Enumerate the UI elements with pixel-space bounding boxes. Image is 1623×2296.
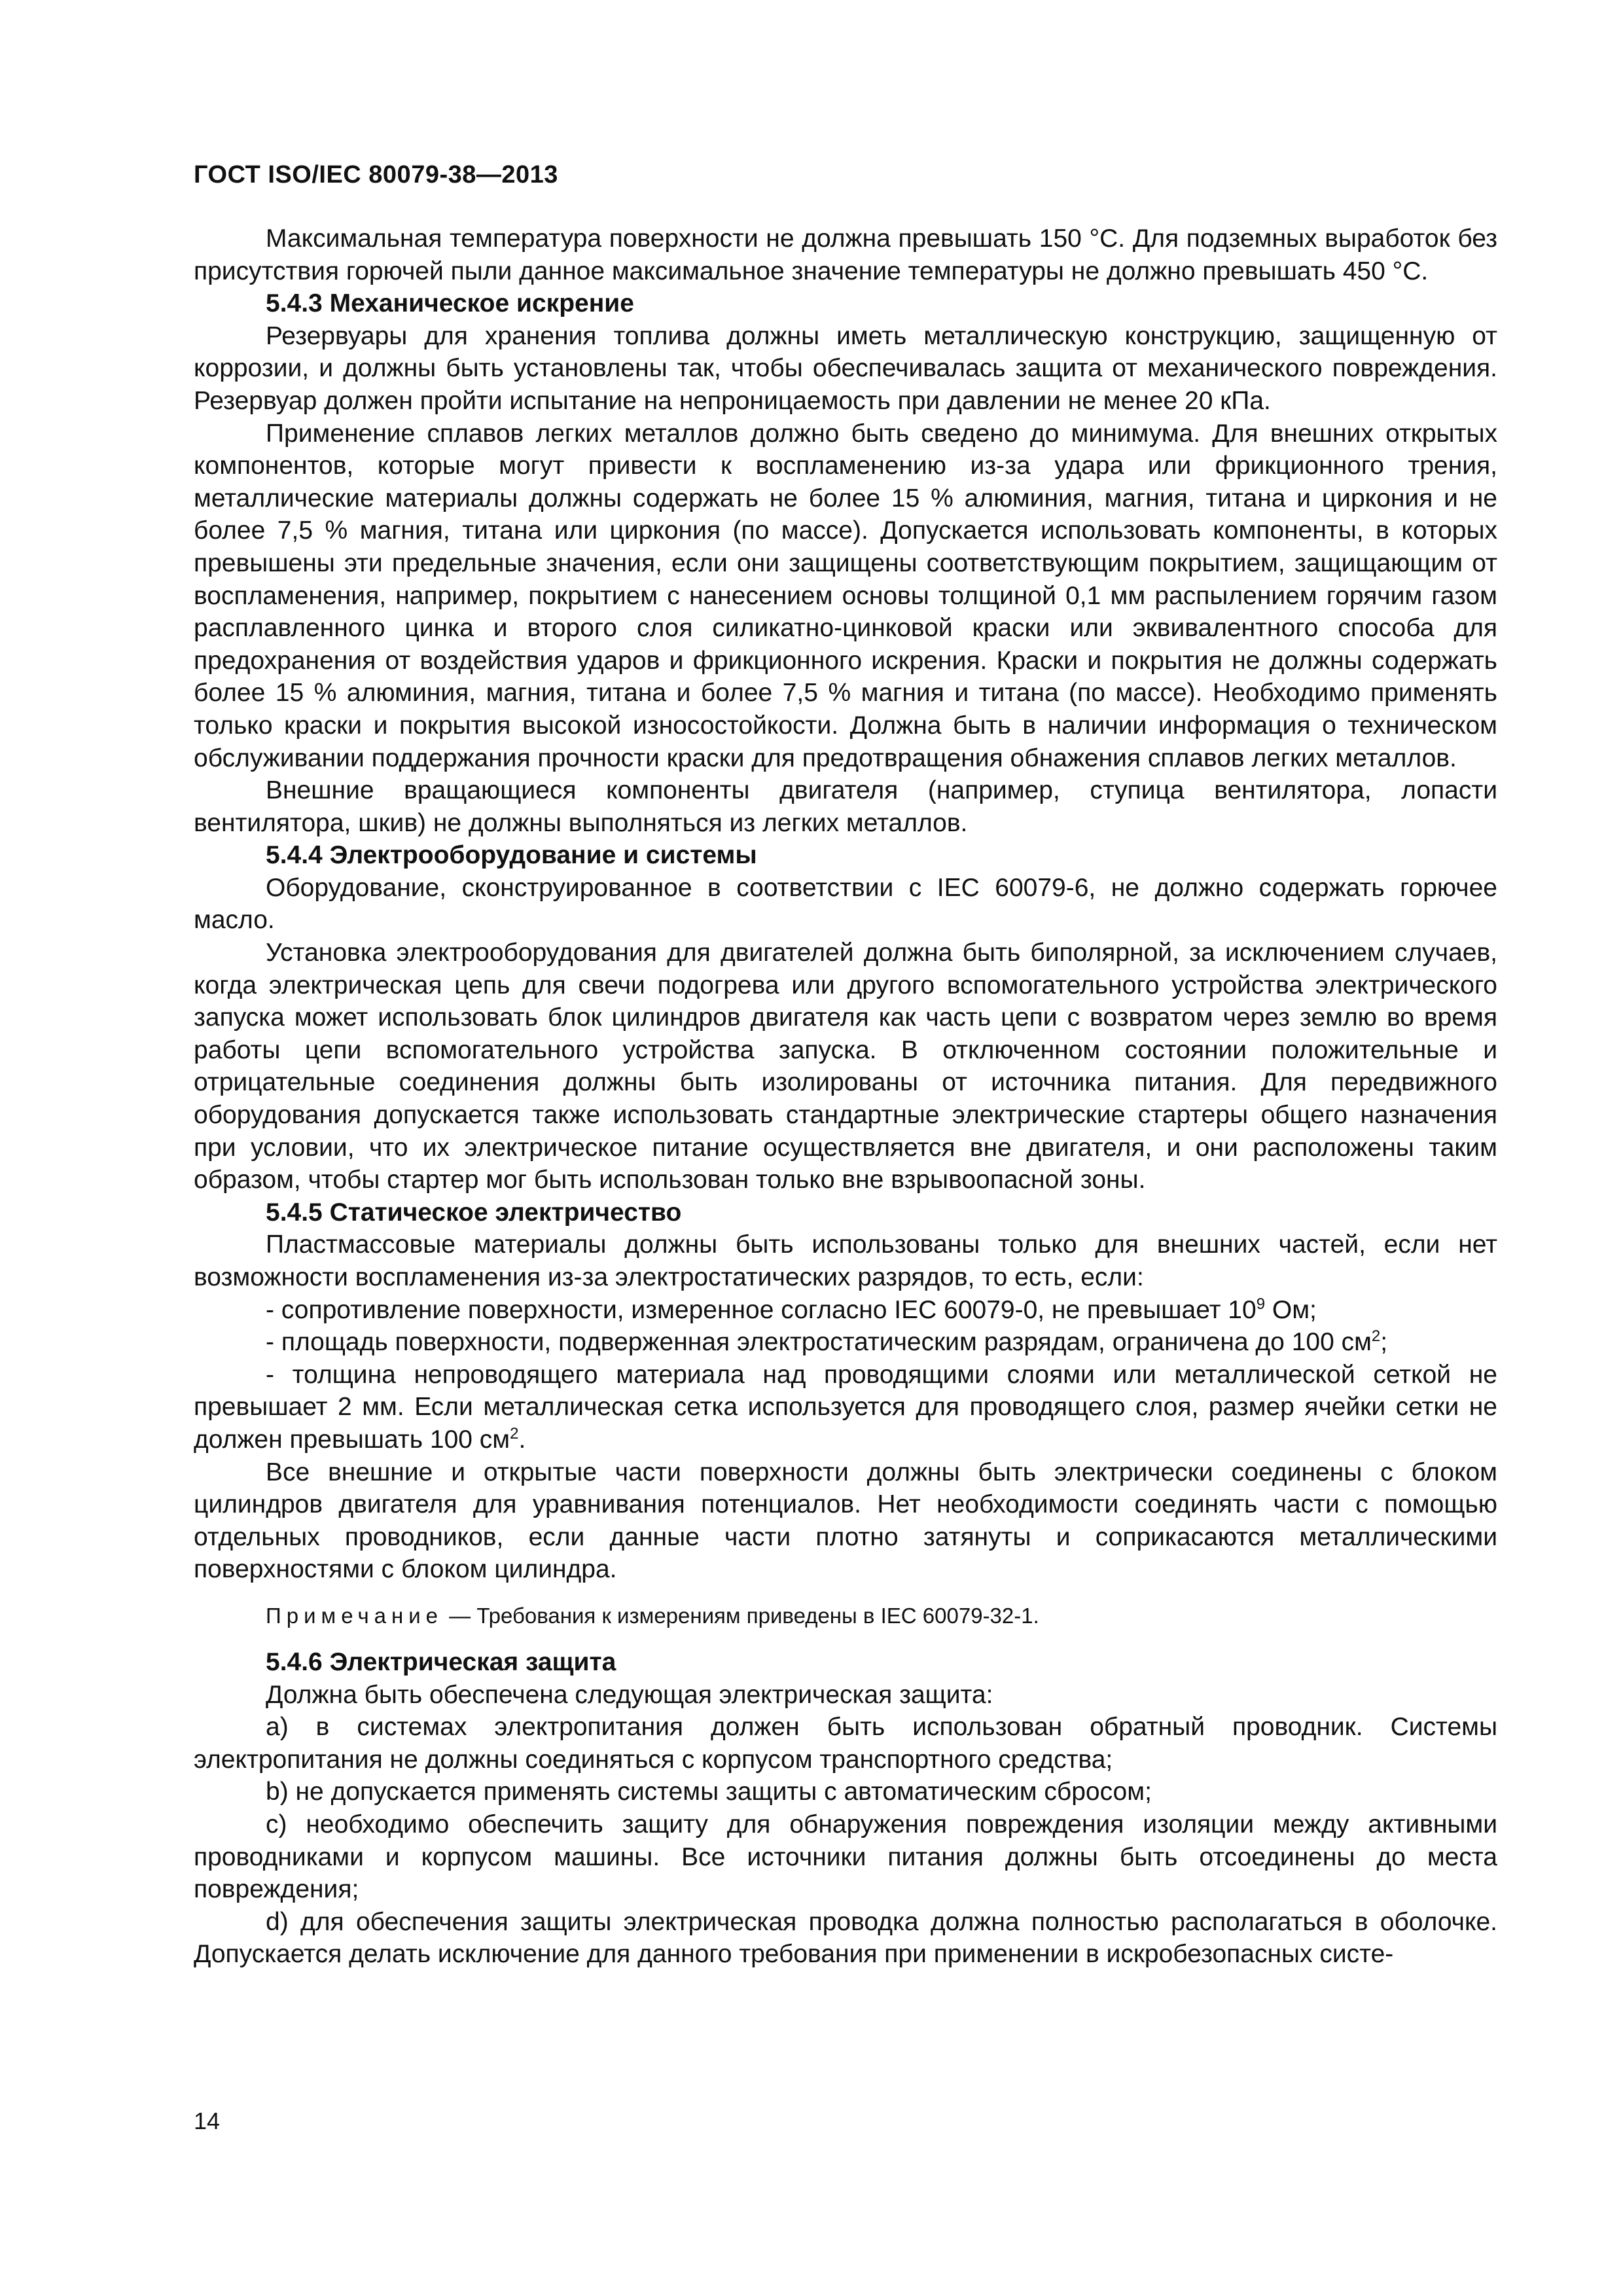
paragraph: Резервуары для хранения топлива должны иметь металлическую конструкцию, защищенную от коррозии, и должны быть установлены так, чтобы обеспечивалась защита от механического повреждения. Резервуар должен пройти испытание на непроницаемость при давлении не менее 20 кПа. bbox=[194, 321, 1497, 415]
list-item-d: d) для обеспечения защиты электрическая проводка должна полностью располагаться в оболочке. Допускается делать исключение для данного требования при применении в искробезопасных систе- bbox=[194, 1907, 1497, 1969]
page-number: 14 bbox=[194, 2108, 221, 2134]
note-text: — Требования к измерениям приведены в IEC 60079-32-1. bbox=[443, 1603, 1039, 1628]
note-label: Примечание bbox=[266, 1603, 444, 1628]
list-item-tail: . bbox=[518, 1425, 526, 1454]
superscript: 9 bbox=[1256, 1295, 1266, 1313]
list-item bbox=[194, 1359, 1497, 1456]
paragraph: Все внешние и открытые части поверхности должны быть электрически соединены с блоком цилиндров двигателя для уравнивания потенциалов. Нет необходимости соединять части с помощью отдельных проводников, если данные части плотно затянуты и соприкасаются металлическими поверхностями с блоком цилиндра. bbox=[194, 1458, 1497, 1584]
list-item-a: a) в системах электропитания должен быть использован обратный проводник. Системы электропитания не должны соединяться с корпусом транспортного средства; bbox=[194, 1713, 1497, 1774]
paragraph: Максимальная температура поверхности не должна превышать 150 °С. Для подземных выработок без присутствия горючей пыли данное максимальное значение температуры не должно превышать 450 °С. bbox=[194, 224, 1497, 285]
paragraph: Пластмассовые материалы должны быть использованы только для внешних частей, если нет возможности воспламенения из-за электростатических разрядов, то есть, если: bbox=[194, 1230, 1497, 1291]
section-heading-5-4-6: 5.4.6 Электрическая защита bbox=[266, 1647, 616, 1676]
paragraph: Оборудование, сконструированное в соответствии с IEC 60079-6, не должно содержать горючее масло. bbox=[194, 873, 1497, 935]
document-header: ГОСТ ISO/IEC 80079-38—2013 bbox=[194, 161, 558, 188]
list-item-tail: ; bbox=[1380, 1328, 1388, 1357]
paragraph: Применение сплавов легких металлов должно быть сведено до минимума. Для внешних открытых компонентов, которые могут привести к воспламенению из-за удара или фрикционного трения, металлические материалы должны содержать не более 15 % алюминия, магния, титана и циркония и не более 7,5 % магния, титана или циркония (по массе). Допускается использовать компоненты, в которых превышены эти предельные значения, если они защищены соответствующим покрытием, защищающим от воспламенения, например, покрытием с нанесением основы толщиной 0,1 мм распылением горячим газом расплавленного цинка и второго слоя силикатно-цинковой краски или эквивалентного способа для предохранения от воздействия ударов и фрикционного искрения. Краски и покрытия не должны содержать более 15 % алюминия, магния, титана и более 7,5 % магния и титана (по массе). Необходимо применять только краски и покрытия высокой износостойкости. Должна быть в наличии информация о техническом обслуживании поддержания прочности краски для предотвращения обнажения сплавов легких металлов. bbox=[194, 419, 1497, 772]
document-body bbox=[194, 223, 1497, 1971]
list-item bbox=[194, 1294, 1497, 1327]
list-item-b: b) не допускается применять системы защиты с автоматическим сбросом; bbox=[266, 1778, 1152, 1806]
list-item bbox=[194, 1326, 1497, 1359]
note bbox=[194, 1600, 1497, 1632]
list-item-c: c) необходимо обеспечить защиту для обнаружения повреждения изоляции между активными проводниками и корпусом машины. Все источники питания должны быть отсоединены до места повреждения; bbox=[194, 1810, 1497, 1904]
superscript: 2 bbox=[510, 1424, 519, 1443]
section-heading-5-4-4: 5.4.4 Электрооборудование и системы bbox=[266, 841, 757, 870]
list-item-text: - толщина непроводящего материала над проводящими слоями или металлической сеткой не превышает 2 мм. Если металлическая сетка используется для проводящего слоя, размер ячейки сетки не должен превышать 100 см bbox=[194, 1360, 1497, 1454]
list-item-tail: Ом; bbox=[1265, 1295, 1317, 1324]
superscript: 2 bbox=[1371, 1327, 1381, 1346]
section-heading-5-4-5: 5.4.5 Статическое электричество bbox=[266, 1198, 682, 1227]
list-item-text: - сопротивление поверхности, измеренное согласно IEC 60079-0, не превышает 10 bbox=[266, 1295, 1257, 1324]
list-item-text: - площадь поверхности, подверженная электростатическим разрядам, ограничена до 100 см bbox=[266, 1328, 1372, 1357]
paragraph: Должна быть обеспечена следующая электрическая защита: bbox=[266, 1680, 993, 1709]
paragraph: Внешние вращающиеся компоненты двигателя (например, ступица вентилятора, лопасти вентилятора, шкив) не должны выполняться из легких металлов. bbox=[194, 776, 1497, 837]
paragraph: Установка электрооборудования для двигателей должна быть биполярной, за исключением случаев, когда электрическая цепь для свечи подогрева или другого вспомогательного устройства электрического запуска может использовать блок цилиндров двигателя как часть цепи с возвратом через землю во время работы цепи вспомогательного устройства запуска. В отключенном состоянии положительные и отрицательные соединения должны быть изолированы от источника питания. Для передвижного оборудования допускается также использовать стандартные электрические стартеры общего назначения при условии, что их электрическое питание осуществляется вне двигателя, и они расположены таким образом, чтобы стартер мог быть использован только вне взрывоопасной зоны. bbox=[194, 939, 1497, 1194]
section-heading-5-4-3: 5.4.3 Механическое искрение bbox=[266, 289, 634, 318]
